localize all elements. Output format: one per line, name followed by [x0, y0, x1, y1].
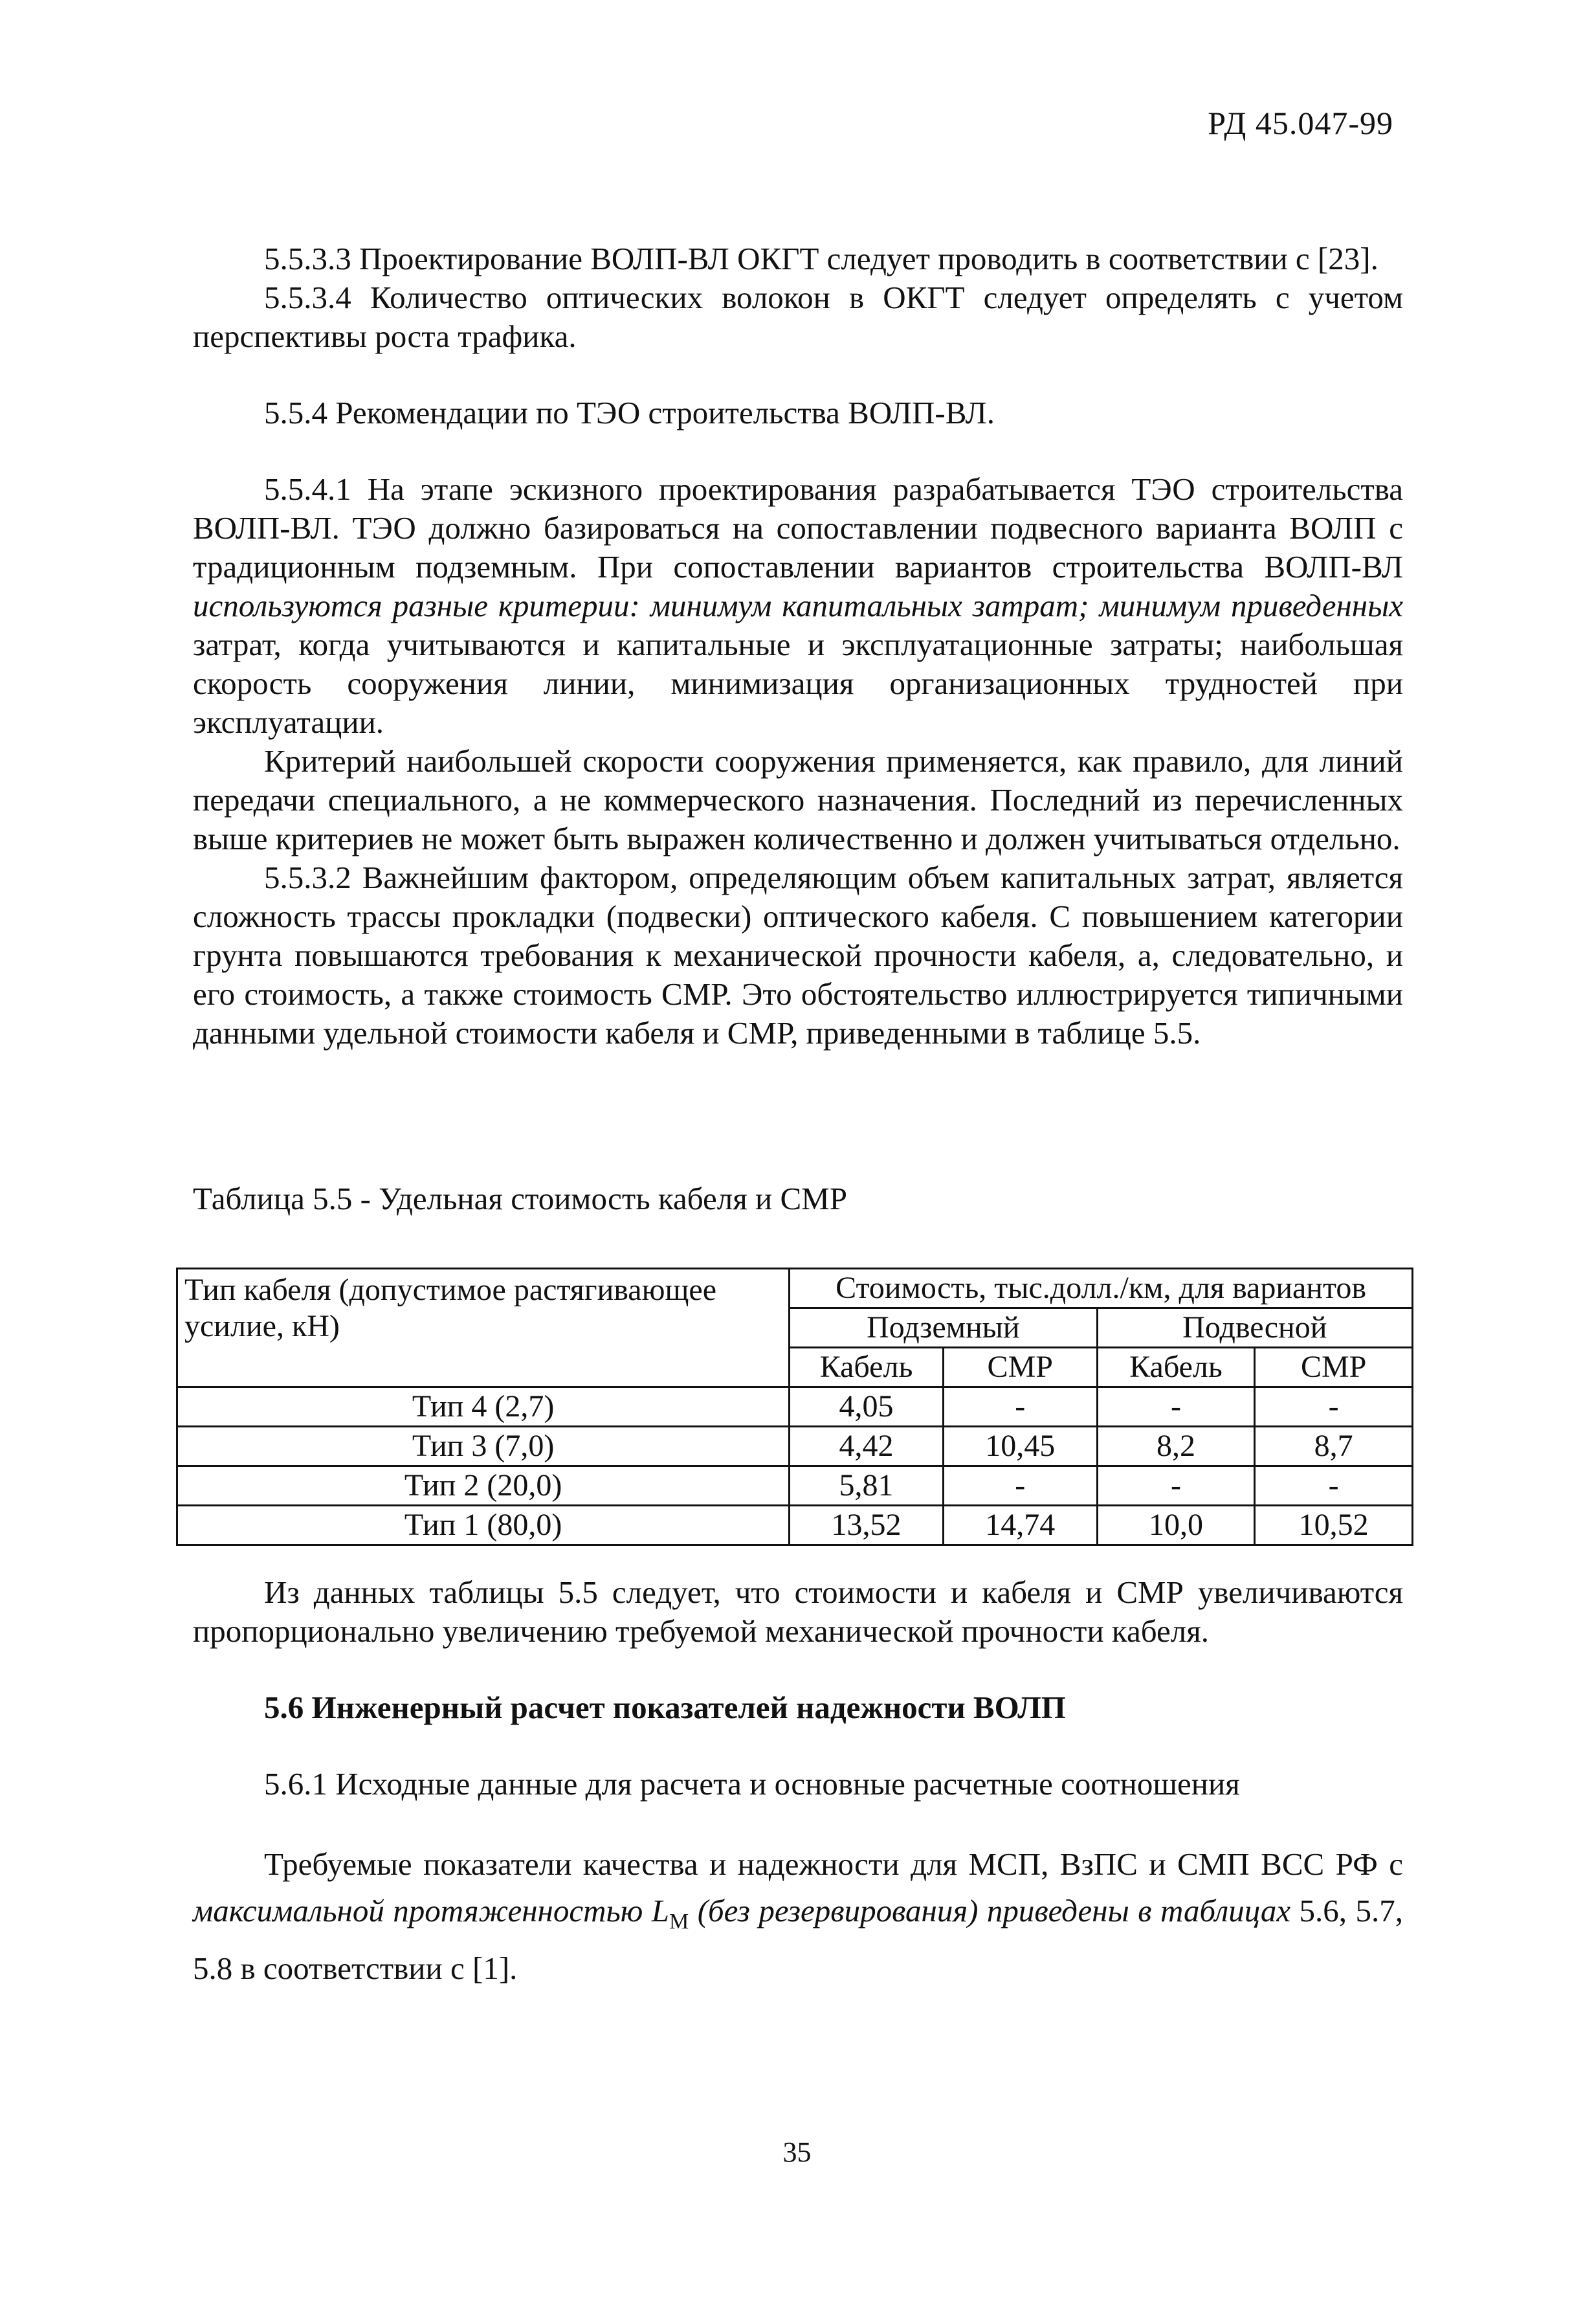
table-row [177, 1506, 1413, 1545]
paragraph-requirements-text-a: Требуемые показатели качества и надежности для МСП, ВзПС и СМП ВСС РФ с [264, 1846, 1403, 1882]
table-caption: Таблица 5.5 - Удельная стоимость кабеля и СМР [193, 1181, 847, 1216]
paragraph-5-5-4-1-text-a: 5.5.4.1 На этапе эскизного проектирования разрабатывается ТЭО строительства ВОЛП-ВЛ. ТЭО должно базироваться на сопоставлении подвесного варианта ВОЛП с традиционным подземным. При сопоставлении вариантов строительства ВОЛП-ВЛ [193, 471, 1403, 585]
cell-ae-smr: - [1255, 1466, 1413, 1506]
paragraph-requirements-italic-2: (без резервирования) приведены в таблицах [689, 1893, 1291, 1928]
cell-ug-cable: 4,42 [790, 1427, 944, 1466]
paragraph-requirements-italic-1: максимальной протяженностью L [193, 1893, 670, 1928]
header-cost: Стоимость, тыс.долл./км, для вариантов [790, 1269, 1413, 1308]
paragraph-5-5-4-1-text-b: затрат, когда учитываются и капитальные и эксплуатационные затраты; наибольшая скорость сооружения линии, минимизация организационных трудностей при эксплуатации. [193, 627, 1403, 740]
cell-ae-smr: 8,7 [1255, 1427, 1413, 1466]
table-header-row-1 [177, 1269, 1413, 1308]
cell-ug-cable: 13,52 [790, 1506, 944, 1545]
header-empty-cell [177, 1348, 790, 1387]
text-block-top [193, 240, 1403, 1053]
header-aerial: Подвесной [1097, 1308, 1412, 1348]
cell-ae-cable: 8,2 [1097, 1427, 1255, 1466]
paragraph-5-5-3-2: 5.5.3.2 Важнейшим фактором, определяющим объем капитальных затрат, является сложность трассы прокладки (подвески) оптического кабеля. С повышением категории грунта повышаются требования к механической прочности кабеля, а, следовательно, и его стоимость, а также стоимость СМР. Это обстоятельство иллюстрируется типичными данными удельной стоимости кабеля и СМР, приведенными в таблице 5.5. [193, 860, 1403, 1051]
cell-ug-smr: - [943, 1387, 1097, 1427]
cell-ug-smr: - [943, 1466, 1097, 1506]
cell-ug-smr: 10,45 [943, 1427, 1097, 1466]
cell-type: Тип 4 (2,7) [177, 1387, 790, 1427]
paragraph-requirements-text-b: 5.6, 5.7, 5.8 в соответствии с [1]. [193, 1893, 1403, 1986]
text-block-bottom [193, 1573, 1403, 1992]
paragraph-5-5-3-3: 5.5.3.3 Проектирование ВОЛП-ВЛ ОКГТ следует проводить в соответствии с [23]. [264, 241, 1378, 276]
paragraph-5-6-1: 5.6.1 Исходные данные для расчета и основные расчетные соотношения [264, 1766, 1240, 1802]
cell-ae-cable: - [1097, 1387, 1255, 1427]
table-row [177, 1427, 1413, 1466]
header-ug-cable: Кабель [790, 1348, 944, 1387]
page-number: 35 [782, 2136, 812, 2168]
section-heading-5-6: 5.6 Инженерный расчет показателей надежности ВОЛП [264, 1690, 1066, 1725]
header-cable-type: Тип кабеля (допустимое растягивающее усилие, кН) [177, 1269, 790, 1348]
cell-type: Тип 1 (80,0) [177, 1506, 790, 1545]
document-code: РД 45.047-99 [1208, 105, 1393, 141]
paragraph-5-5-4: 5.5.4 Рекомендации по ТЭО строительства ВОЛП-ВЛ. [264, 395, 995, 430]
cell-type: Тип 3 (7,0) [177, 1427, 790, 1466]
paragraph-5-5-4-1-italic-1: используются разные критерии: минимум капитальных затрат; [193, 588, 1089, 623]
header-underground: Подземный [790, 1308, 1097, 1348]
header-ae-cable: Кабель [1097, 1348, 1255, 1387]
cell-ae-cable: - [1097, 1466, 1255, 1506]
cell-ug-cable: 5,81 [790, 1466, 944, 1506]
header-ae-smr: СМР [1255, 1348, 1413, 1387]
cell-ae-smr: - [1255, 1387, 1413, 1427]
table-header-row-3 [177, 1348, 1413, 1387]
paragraph-requirements [193, 1841, 1403, 1992]
cell-ae-cable: 10,0 [1097, 1506, 1255, 1545]
paragraph-5-5-4-1 [193, 470, 1403, 742]
cell-ug-cable: 4,05 [790, 1387, 944, 1427]
cell-ug-smr: 14,74 [943, 1506, 1097, 1545]
header-ug-smr: СМР [943, 1348, 1097, 1387]
table-row [177, 1466, 1413, 1506]
table-row [177, 1387, 1413, 1427]
paragraph-5-5-4-1-italic-2: минимум приведенных [1099, 588, 1403, 623]
cost-table [176, 1268, 1413, 1546]
cell-ae-smr: 10,52 [1255, 1506, 1413, 1545]
paragraph-5-5-3-4: 5.5.3.4 Количество оптических волокон в ОКГТ следует определять с учетом перспективы роста трафика. [193, 280, 1403, 354]
paragraph-conclusion: Из данных таблицы 5.5 следует, что стоимости и кабеля и СМР увеличиваются пропорционально увеличению требуемой механической прочности кабеля. [193, 1574, 1403, 1649]
paragraph-criterion: Критерий наибольшей скорости сооружения применяется, как правило, для линий передачи специального, а не коммерческого назначения. Последний из перечисленных выше критериев не может быть выражен количественно и должен учитываться отдельно. [193, 743, 1403, 856]
cell-type: Тип 2 (20,0) [177, 1466, 790, 1506]
subscript-m: М [669, 1909, 689, 1934]
